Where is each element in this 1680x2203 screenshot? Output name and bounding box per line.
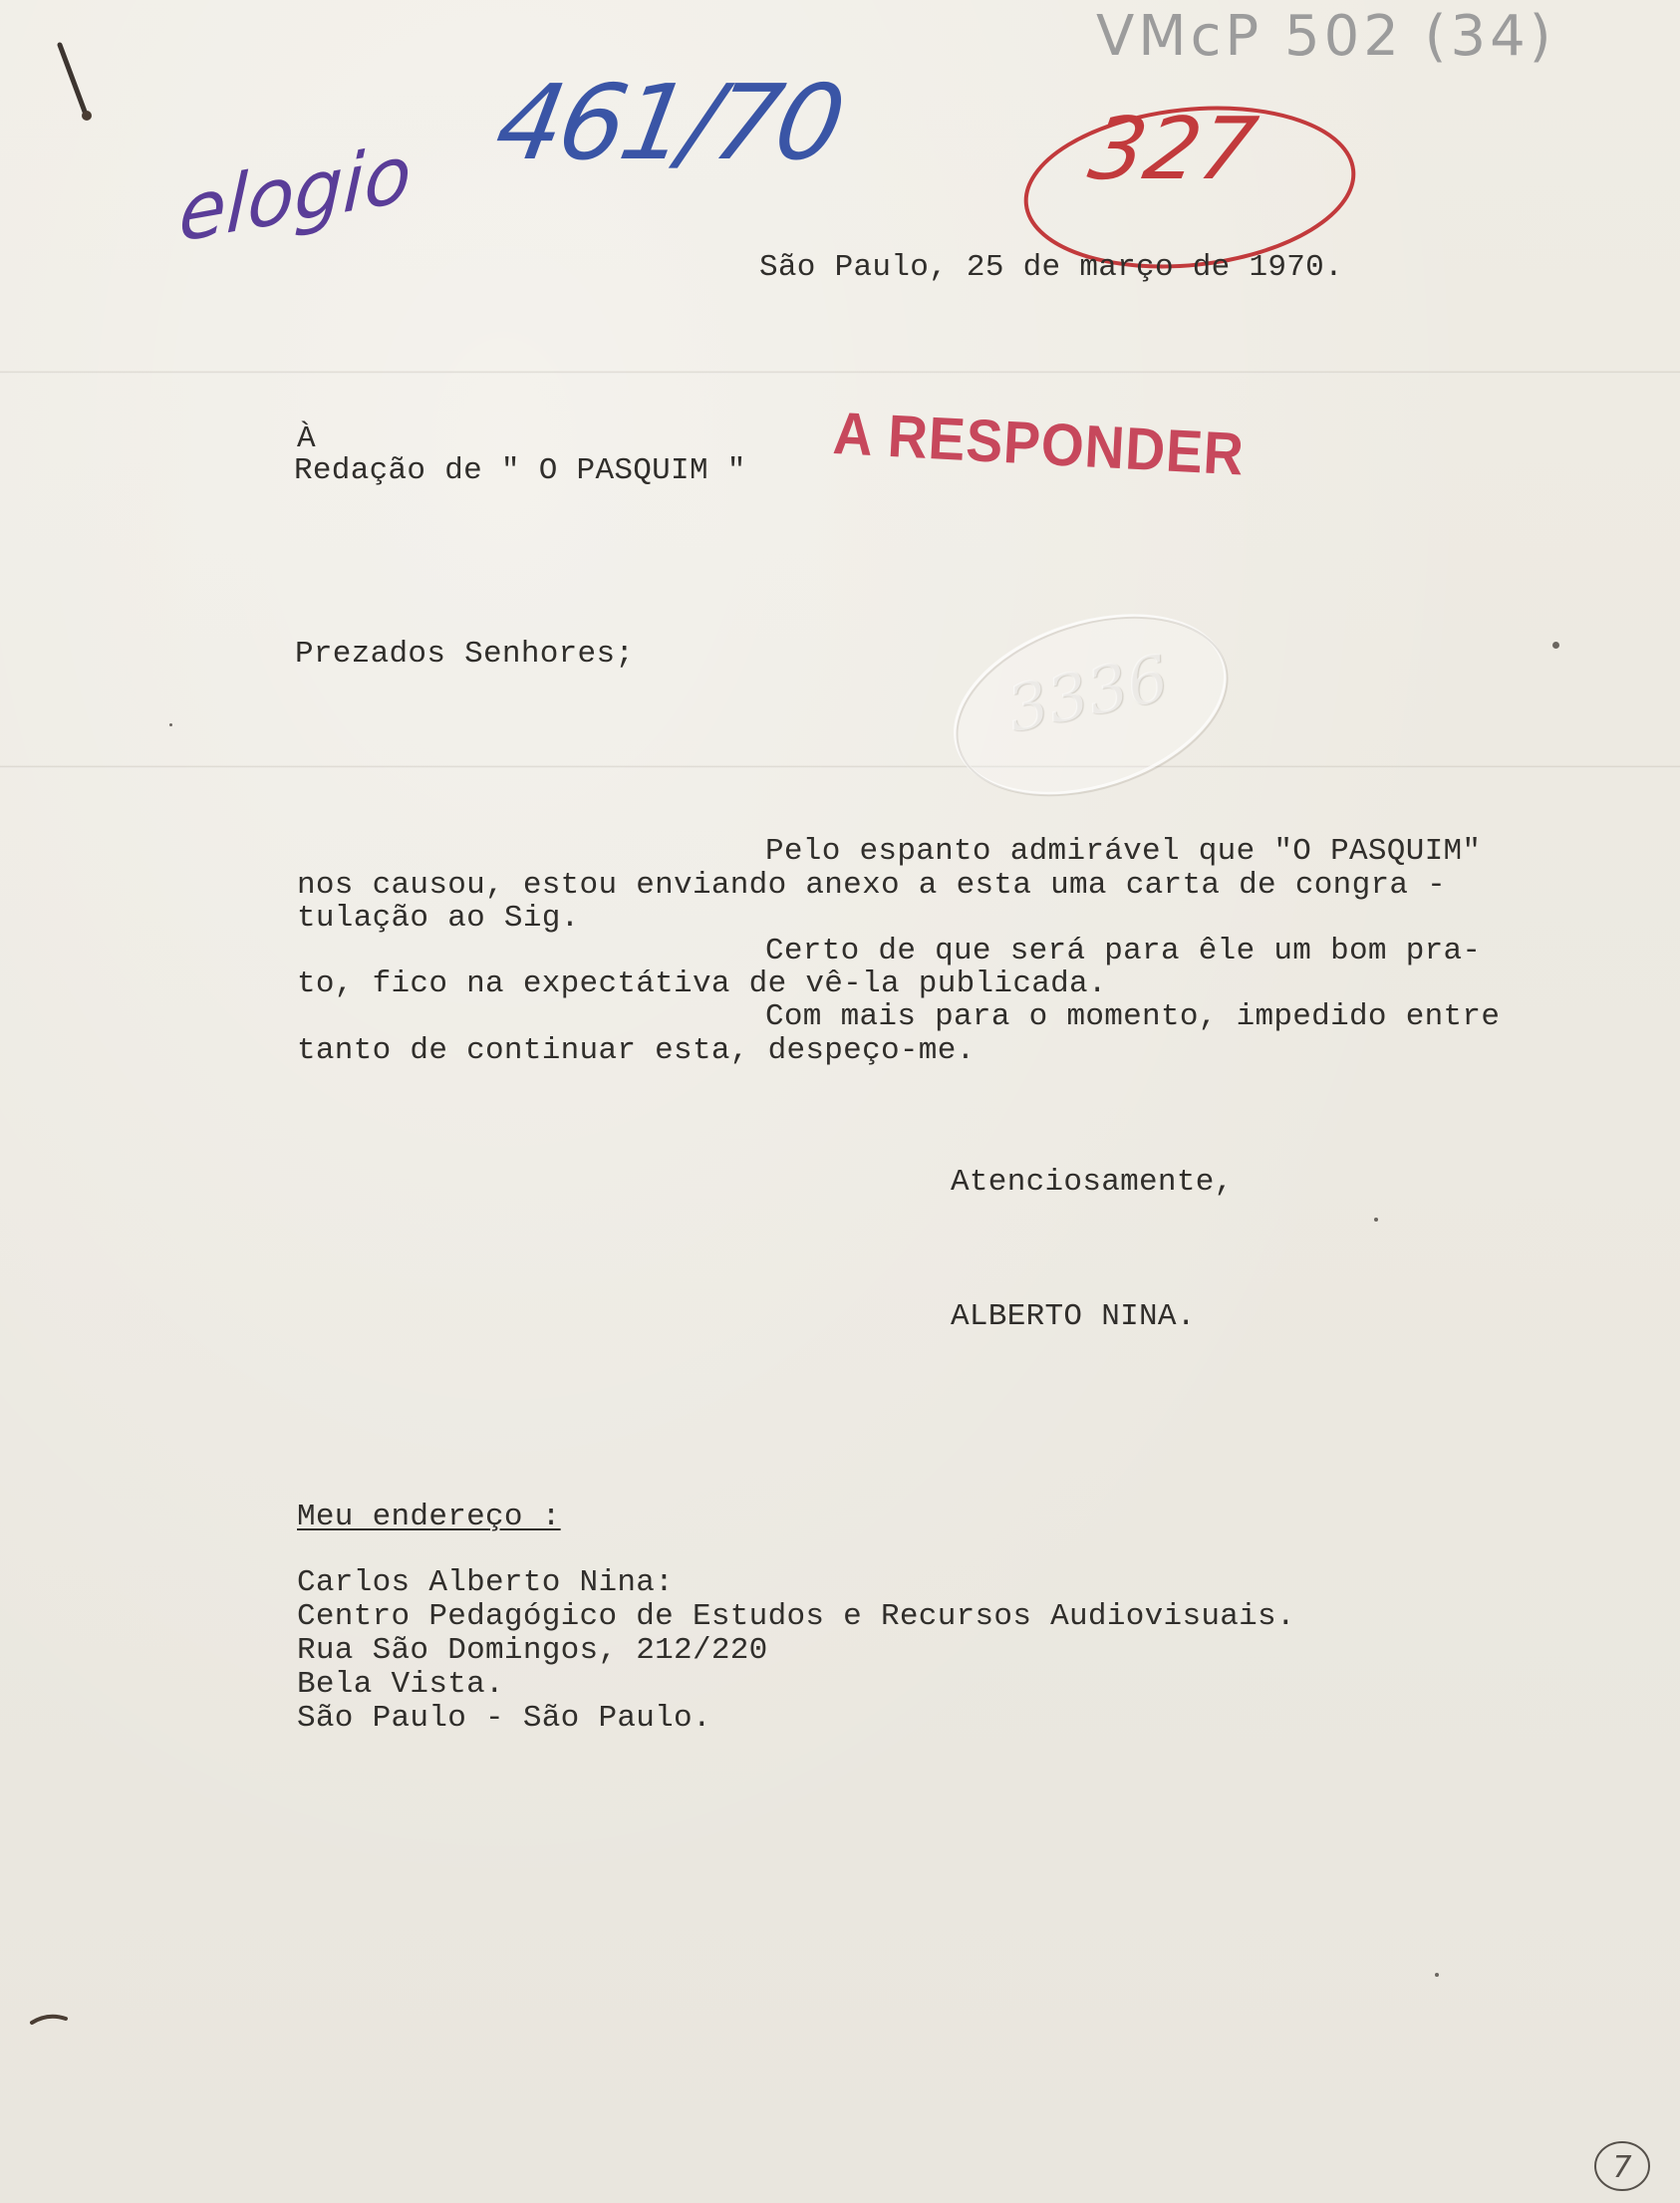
archive-code-pencil: VMcP 502 (34) (1096, 4, 1555, 69)
page-number-circle (1590, 2137, 1654, 2195)
paper-speck (1552, 642, 1559, 649)
body-line: nos causou, estou enviando anexo a esta uma carta de congra - (297, 868, 1447, 903)
body-line: tanto de continuar esta, despeço-me. (297, 1033, 976, 1068)
circled-number-handwritten: 327 (1082, 100, 1263, 199)
closing: Atenciosamente, (951, 1165, 1234, 1200)
ink-mark-bottom-left (28, 2011, 78, 2031)
body-line: Com mais para o momento, impedido entre (765, 999, 1501, 1034)
recipient-prefix: À (297, 421, 316, 456)
address-line: Carlos Alberto Nina: (297, 1565, 675, 1600)
page-number: 7 (1612, 2150, 1632, 2185)
body-line: tulação ao Sig. (297, 901, 580, 936)
salutation: Prezados Senhores; (295, 637, 635, 672)
reference-number-handwritten: 461/70 (487, 62, 850, 183)
date-line: São Paulo, 25 de março de 1970. (759, 250, 1343, 285)
paper-speck (1435, 1973, 1439, 1977)
address-line: São Paulo - São Paulo. (297, 1701, 711, 1736)
address-line: Rua São Domingos, 212/220 (297, 1633, 768, 1668)
embossed-seal-number: 3336 (1000, 641, 1175, 748)
category-note-handwritten: elogio (177, 128, 414, 261)
recipient-line: Redação de " O PASQUIM " (294, 453, 746, 488)
paper-fold-middle (0, 765, 1680, 768)
address-line: Bela Vista. (297, 1667, 504, 1702)
signature: ALBERTO NINA. (951, 1299, 1196, 1334)
paper-speck (169, 723, 172, 726)
body-line: to, fico na expectátiva de vê-la publicada. (297, 966, 1107, 1001)
ink-mark-top-left (55, 40, 105, 130)
paper-fold-upper (0, 371, 1680, 374)
address-heading: Meu endereço : (297, 1500, 561, 1534)
a-responder-stamp: A RESPONDER (831, 399, 1247, 488)
body-line: Pelo espanto admirável que "O PASQUIM" (765, 834, 1482, 869)
paper-speck (1374, 1218, 1378, 1222)
body-line: Certo de que será para êle um bom pra- (765, 934, 1482, 968)
address-line: Centro Pedagógico de Estudos e Recursos Audiovisuais. (297, 1599, 1295, 1634)
